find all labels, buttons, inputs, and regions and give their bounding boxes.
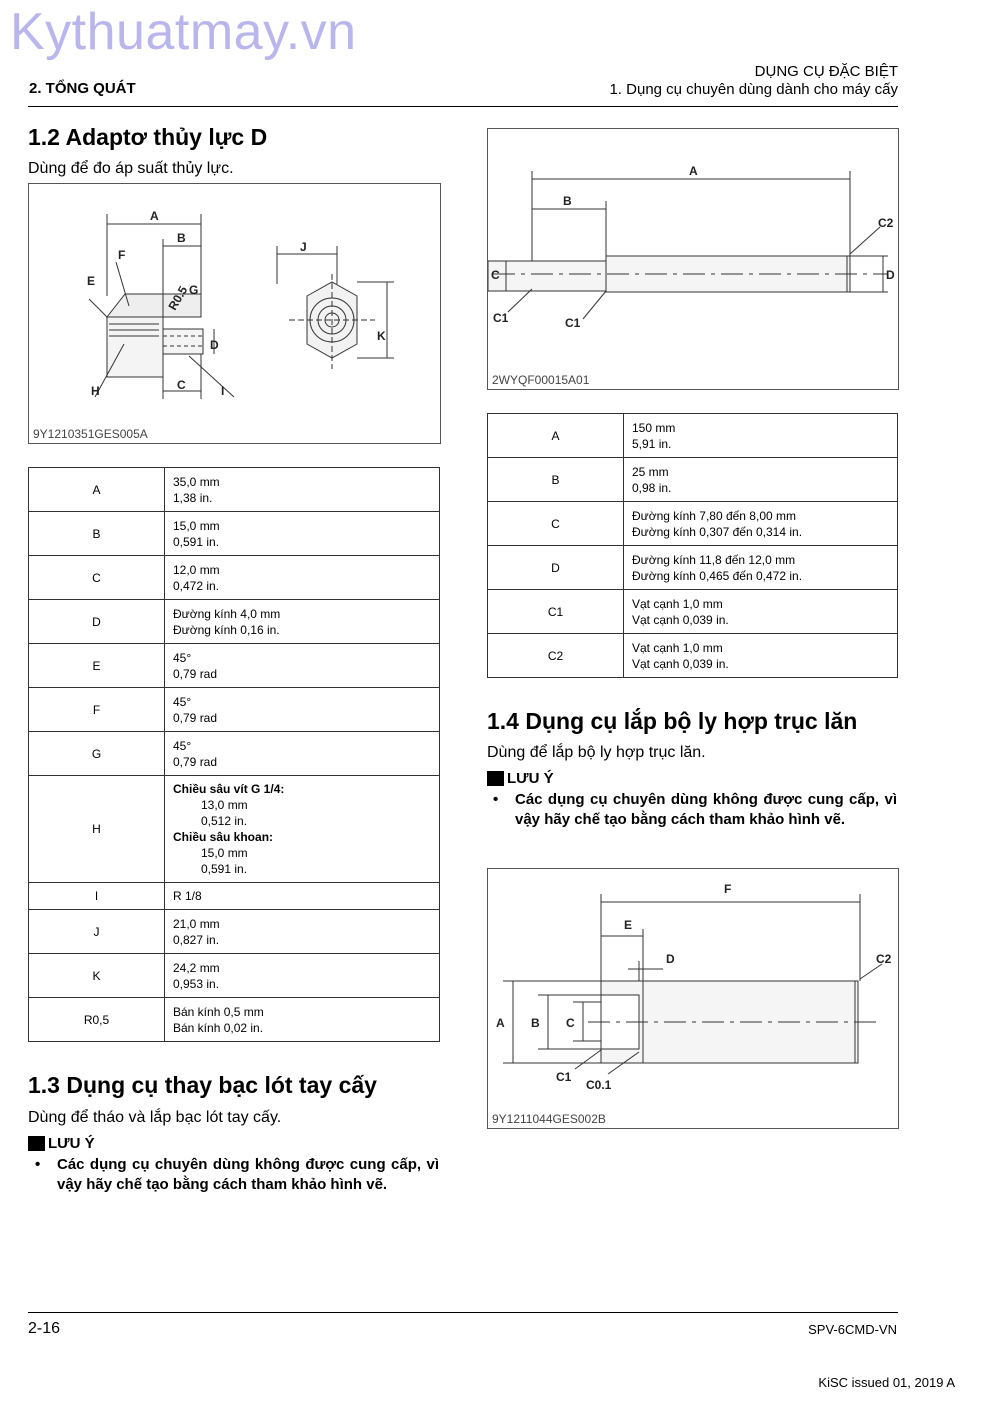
heading-1-3: 1.3 Dụng cụ thay bạc lót tay cấy xyxy=(28,1072,377,1098)
value-line: 45° xyxy=(173,694,192,709)
value-cell xyxy=(165,600,440,644)
table-row xyxy=(488,458,898,502)
figure-code: 9Y1210351GES005A xyxy=(33,427,148,441)
label-d: D xyxy=(886,268,895,282)
key-cell: R0,5 xyxy=(29,998,165,1042)
value-cell xyxy=(165,688,440,732)
figure-adapter-d xyxy=(28,183,441,444)
value-cell xyxy=(165,556,440,600)
value-line: 45° xyxy=(173,650,192,665)
label-c1: C1 xyxy=(493,311,509,325)
value-line: 0,79 rad xyxy=(173,666,218,681)
value-line: 0,827 in. xyxy=(173,932,220,947)
value-line: Bán kính 0,02 in. xyxy=(173,1020,264,1035)
key-cell: A xyxy=(29,468,165,512)
value-cell xyxy=(165,468,440,512)
value-line: 0,79 rad xyxy=(173,754,218,769)
table-row xyxy=(488,546,898,590)
spec-table-bushing-tool xyxy=(487,413,898,678)
note-text xyxy=(493,790,897,830)
value-line: 45° xyxy=(173,738,192,753)
value-line: 12,0 mm xyxy=(173,562,220,577)
footer-rule xyxy=(28,1312,898,1313)
note-square-icon xyxy=(487,771,504,786)
label-b: B xyxy=(531,1016,540,1030)
value-line: 0,512 in. xyxy=(201,814,248,828)
value-cell xyxy=(624,502,898,546)
label-e: E xyxy=(87,274,96,288)
key-cell: K xyxy=(29,954,165,998)
value-cell xyxy=(165,732,440,776)
figure-bushing-tool xyxy=(487,128,899,390)
key-cell: A xyxy=(488,414,624,458)
value-cell xyxy=(165,644,440,688)
value-line: 0,79 rad xyxy=(173,710,218,725)
label-i: I xyxy=(221,384,225,398)
value-line: 0,98 in. xyxy=(632,480,672,495)
note-heading xyxy=(487,770,554,787)
value-line: 0,953 in. xyxy=(173,976,220,991)
key-cell: F xyxy=(29,688,165,732)
section-label: 2. TỔNG QUÁT xyxy=(29,80,136,97)
key-cell: C2 xyxy=(488,634,624,678)
table-row xyxy=(29,556,440,600)
heading-1-4: 1.4 Dụng cụ lắp bộ ly hợp trục lăn xyxy=(487,708,858,734)
key-cell: I xyxy=(29,883,165,910)
note-label: LƯU Ý xyxy=(48,1135,95,1152)
value-line: 150 mm xyxy=(632,420,676,435)
value-line: Vạt cạnh 1,0 mm xyxy=(632,640,723,655)
value-line: Đường kính 7,80 đến 8,00 mm xyxy=(632,508,796,523)
adapter-d-drawing xyxy=(29,184,440,443)
document-code: SPV-6CMD-VN xyxy=(808,1322,897,1337)
value-line: 35,0 mm xyxy=(173,474,220,489)
page-number: 2-16 xyxy=(28,1320,61,1337)
value-line: Vạt cạnh 1,0 mm xyxy=(632,596,723,611)
label-f: F xyxy=(724,882,732,896)
desc-1-4: Dùng để lắp bộ ly hợp trục lăn. xyxy=(487,744,706,761)
value-cell xyxy=(624,414,898,458)
label-g: G xyxy=(189,283,199,297)
value-line: R 1/8 xyxy=(173,889,202,903)
figure-code: 2WYQF00015A01 xyxy=(492,373,590,387)
key-cell: C xyxy=(488,502,624,546)
figure-roller-clutch-tool xyxy=(487,868,899,1129)
note-square-icon xyxy=(28,1136,45,1151)
label-j: J xyxy=(300,240,307,254)
value-line: 5,91 in. xyxy=(632,436,672,451)
desc-1-2: Dùng để đo áp suất thủy lực. xyxy=(28,160,234,177)
label-c1: C1 xyxy=(556,1070,572,1084)
table-row xyxy=(29,644,440,688)
value-line: Chiều sâu khoan: xyxy=(173,830,274,844)
table-row xyxy=(488,590,898,634)
table-row xyxy=(29,910,440,954)
value-cell xyxy=(165,998,440,1042)
heading-1-2: 1.2 Adaptơ thủy lực D xyxy=(28,124,268,150)
value-cell xyxy=(165,776,440,883)
value-line: 13,0 mm xyxy=(201,798,248,812)
table-row xyxy=(29,883,440,910)
label-c1-b: C1 xyxy=(565,316,581,330)
label-c: C xyxy=(566,1016,575,1030)
value-line: 0,591 in. xyxy=(201,862,248,876)
key-cell: B xyxy=(488,458,624,502)
value-cell xyxy=(624,634,898,678)
value-line: Vạt cạnh 0,039 in. xyxy=(632,612,729,627)
label-c: C xyxy=(177,378,186,392)
note-content: Các dụng cụ chuyên dùng không được cung cấp, vì vậy hãy chế tạo bằng cách tham khảo hình vẽ. xyxy=(57,1156,439,1193)
value-cell xyxy=(165,883,440,910)
value-line: Đường kính 4,0 mm xyxy=(173,606,281,621)
note-heading xyxy=(28,1135,95,1152)
label-c2: C2 xyxy=(878,216,894,230)
value-line: 15,0 mm xyxy=(173,518,220,533)
value-line: Chiều sâu vít G 1/4: xyxy=(173,782,285,796)
note-label: LƯU Ý xyxy=(507,770,554,787)
key-cell: B xyxy=(29,512,165,556)
label-b: B xyxy=(177,231,186,245)
value-line: 25 mm xyxy=(632,464,669,479)
watermark-logo: Kythuatmay.vn xyxy=(10,3,357,61)
label-a: A xyxy=(496,1016,505,1030)
value-cell xyxy=(624,590,898,634)
label-d: D xyxy=(666,952,675,966)
value-cell xyxy=(624,546,898,590)
table-row xyxy=(29,998,440,1042)
label-r05: R0.5 xyxy=(165,283,191,313)
key-cell: D xyxy=(29,600,165,644)
label-c: C xyxy=(491,268,500,282)
label-h: H xyxy=(91,384,100,398)
label-a: A xyxy=(689,164,698,178)
bullet-icon: • xyxy=(35,1156,41,1173)
roller-clutch-tool-drawing xyxy=(488,869,898,1128)
spec-table-adapter-d xyxy=(28,467,440,1042)
value-line: Đường kính 0,465 đến 0,472 in. xyxy=(632,568,803,583)
value-line: Đường kính 11,8 đến 12,0 mm xyxy=(632,552,796,567)
value-line: 24,2 mm xyxy=(173,960,220,975)
value-cell xyxy=(165,954,440,998)
table-row xyxy=(488,502,898,546)
value-line: 15,0 mm xyxy=(201,846,248,860)
desc-1-3: Dùng để tháo và lắp bạc lót tay cấy. xyxy=(28,1109,282,1126)
key-cell: C xyxy=(29,556,165,600)
key-cell: H xyxy=(29,776,165,883)
issue-note: KiSC issued 01, 2019 A xyxy=(818,1375,955,1390)
header-subtitle: 1. Dụng cụ chuyên dùng dành cho máy cấy xyxy=(609,81,898,98)
label-d: D xyxy=(210,338,219,352)
key-cell: D xyxy=(488,546,624,590)
key-cell: J xyxy=(29,910,165,954)
note-content: Các dụng cụ chuyên dùng không được cung cấp, vì vậy hãy chế tạo bằng cách tham khảo hình vẽ. xyxy=(515,791,897,828)
value-line: Vạt cạnh 0,039 in. xyxy=(632,656,729,671)
value-line: 1,38 in. xyxy=(173,490,213,505)
label-a: A xyxy=(150,209,159,223)
table-row xyxy=(488,634,898,678)
value-cell xyxy=(624,458,898,502)
table-row xyxy=(29,512,440,556)
label-b: B xyxy=(563,194,572,208)
label-f: F xyxy=(118,248,126,262)
label-c2: C2 xyxy=(876,952,892,966)
table-row xyxy=(488,414,898,458)
table-row xyxy=(29,732,440,776)
label-c01: C0.1 xyxy=(586,1078,612,1092)
table-row xyxy=(29,954,440,998)
label-e: E xyxy=(624,918,633,932)
table-row xyxy=(29,468,440,512)
table-row xyxy=(29,688,440,732)
figure-code: 9Y1211044GES002B xyxy=(492,1112,606,1126)
key-cell: C1 xyxy=(488,590,624,634)
bushing-tool-drawing xyxy=(488,129,898,389)
table-row xyxy=(29,600,440,644)
value-cell xyxy=(165,512,440,556)
header-title: DỤNG CỤ ĐẶC BIỆT xyxy=(754,63,898,80)
key-cell: E xyxy=(29,644,165,688)
value-line: Đường kính 0,16 in. xyxy=(173,622,280,637)
header-rule xyxy=(28,106,898,107)
bullet-icon: • xyxy=(493,791,499,808)
value-cell xyxy=(165,910,440,954)
table-row xyxy=(29,776,440,883)
value-line: Đường kính 0,307 đến 0,314 in. xyxy=(632,524,803,539)
value-line: 21,0 mm xyxy=(173,916,220,931)
label-k: K xyxy=(377,329,386,343)
value-line: 0,591 in. xyxy=(173,534,220,549)
value-line: Bán kính 0,5 mm xyxy=(173,1004,264,1019)
value-line: 0,472 in. xyxy=(173,578,220,593)
note-text xyxy=(35,1155,439,1195)
key-cell: G xyxy=(29,732,165,776)
